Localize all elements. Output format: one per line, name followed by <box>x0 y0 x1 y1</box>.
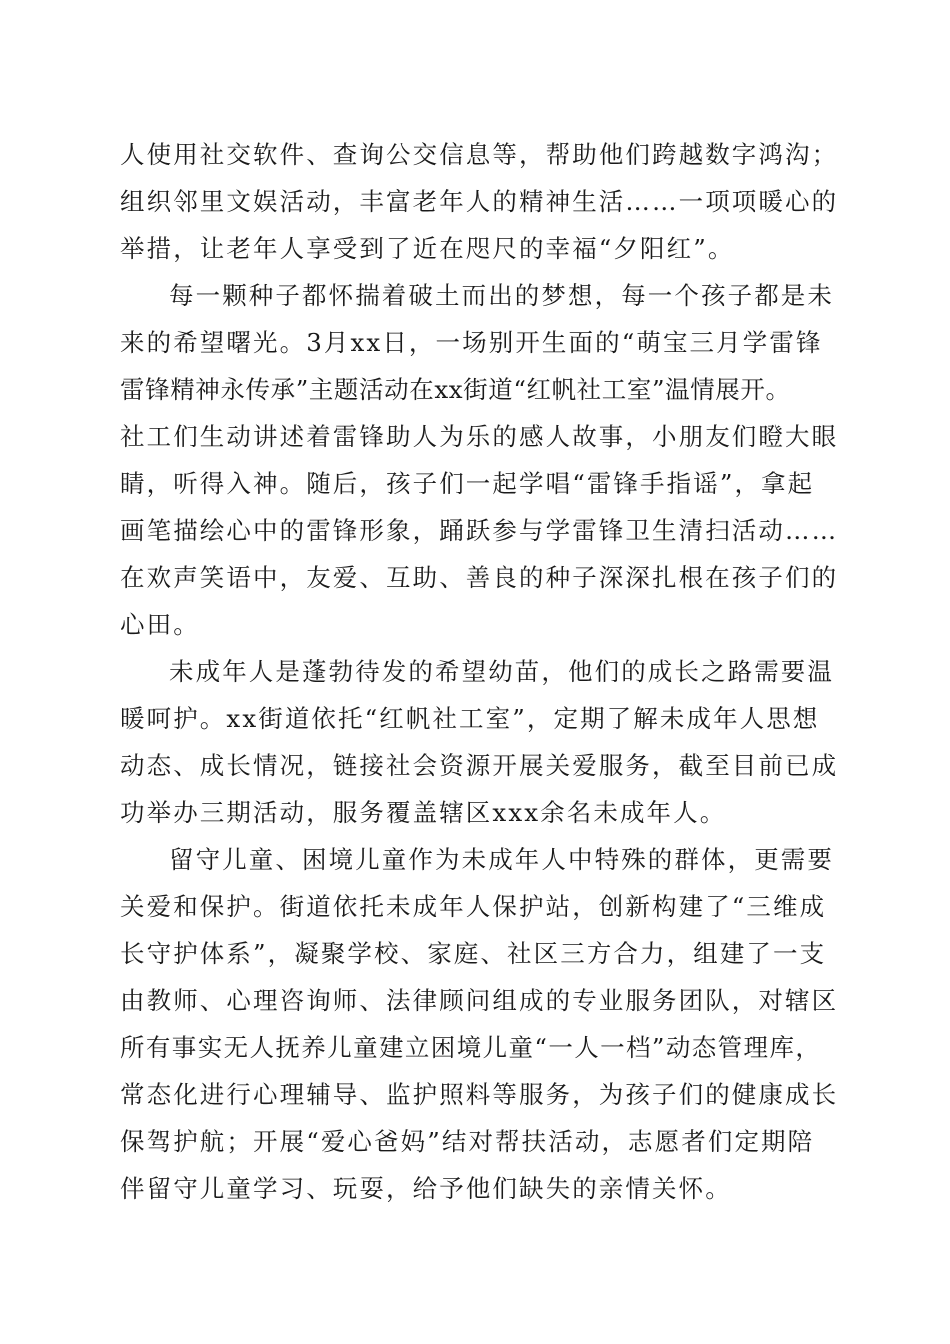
paragraph-first-line: 未成年人是蓬勃待发的希望幼苗，他们的成长之路需要温 <box>169 657 834 686</box>
text-line: 常态化进行心理辅导、监护照料等服务，为孩子们的健康成长 <box>120 1080 839 1109</box>
text-line: 动态、成长情况，链接社会资源开展关爱服务，截至目前已成 <box>120 751 839 780</box>
text-line: 举措，让老年人享受到了近在咫尺的幸福“夕阳红”。 <box>120 234 735 263</box>
text-line: 社工们生动讲述着雷锋助人为乐的感人故事，小朋友们瞪大眼 <box>120 422 839 451</box>
text-line: 组织邻里文娱活动，丰富老年人的精神生活……一项项暖心的 <box>120 187 839 216</box>
text-line: 所有事实无人抚养儿童建立困境儿童“一人一档”动态管理库， <box>120 1033 822 1062</box>
text-line: 心田。 <box>120 610 200 639</box>
text-line: 暖呵护。xx街道依托“红帆社工室”，定期了解未成年人思想 <box>120 704 820 733</box>
text-line: 睛，听得入神。随后，孩子们一起学唱“雷锋手指谣”，拿起 <box>120 469 815 498</box>
text-line: 人使用社交软件、查询公交信息等，帮助他们跨越数字鸿沟； <box>120 140 839 169</box>
text-line: 在欢声笑语中，友爱、互助、善良的种子深深扎根在孩子们的 <box>120 563 839 592</box>
text-line: 功举办三期活动，服务覆盖辖区xxx余名未成年人。 <box>120 798 727 827</box>
text-line: 关爱和保护。街道依托未成年人保护站，创新构建了“三维成 <box>120 892 827 921</box>
text-line: 画笔描绘心中的雷锋形象，踊跃参与学雷锋卫生清扫活动…… <box>120 516 839 545</box>
text-line: 伴留守儿童学习、玩耍，给予他们缺失的亲情关怀。 <box>120 1174 732 1203</box>
text-line: 来的希望曙光。3月xx日，一场别开生面的“萌宝三月学雷锋 <box>120 328 823 357</box>
text-line: 长守护体系”，凝聚学校、家庭、社区三方合力，组建了一支 <box>120 939 827 968</box>
paragraph-first-line: 每一颗种子都怀揣着破土而出的梦想，每一个孩子都是未 <box>169 281 834 310</box>
text-line: 由教师、心理咨询师、法律顾问组成的专业服务团队，对辖区 <box>120 986 839 1015</box>
paragraph-first-line: 留守儿童、困境儿童作为未成年人中特殊的群体，更需要 <box>169 845 834 874</box>
text-line: 保驾护航；开展“爱心爸妈”结对帮扶活动，志愿者们定期陪 <box>120 1127 815 1156</box>
text-line: 雷锋精神永传承”主题活动在xx街道“红帆社工室”温情展开。 <box>120 375 791 404</box>
